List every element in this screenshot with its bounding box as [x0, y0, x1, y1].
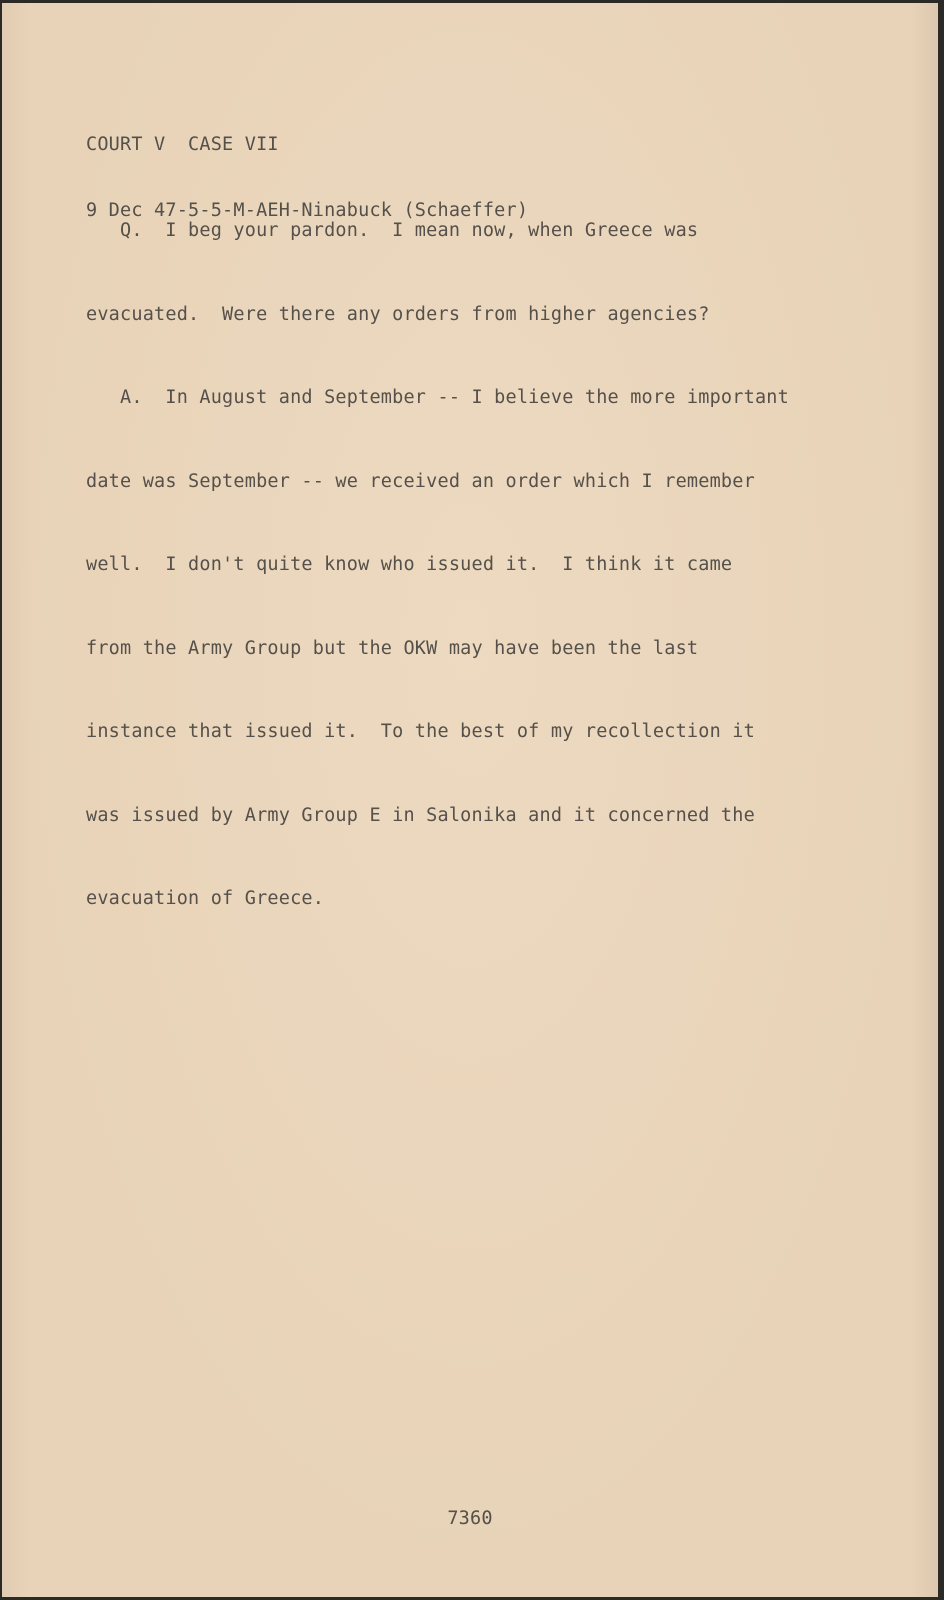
transcript-line: well. I don't quite know who issued it. I think it came [86, 554, 733, 575]
court-case-line: COURT V CASE VII [86, 134, 279, 155]
transcript-line: from the Army Group but the OKW may have been the last [86, 637, 699, 659]
page-number: 7360 [447, 1508, 493, 1529]
transcript-line: Q. I beg your pardon. I mean now, when Greece was [86, 220, 699, 241]
transcript-line: A. In August and September -- I believe the more important [86, 387, 789, 408]
transcript-line: date was September -- we received an order which I remember [86, 470, 755, 492]
transcript-line: was issued by Army Group E in Salonika and it concerned the [86, 804, 755, 826]
transcript-line: instance that issued it. To the best of my recollection it [86, 721, 755, 742]
transcript-line: evacuation of Greece. [86, 888, 325, 909]
transcript-line: evacuated. Were there any orders from higher agencies? [86, 303, 710, 325]
date-reference-line: 9 Dec 47-5-5-M-AEH-Ninabuck (Schaeffer) [86, 200, 529, 221]
transcript-body [86, 168, 789, 962]
document-page [2, 3, 938, 1597]
